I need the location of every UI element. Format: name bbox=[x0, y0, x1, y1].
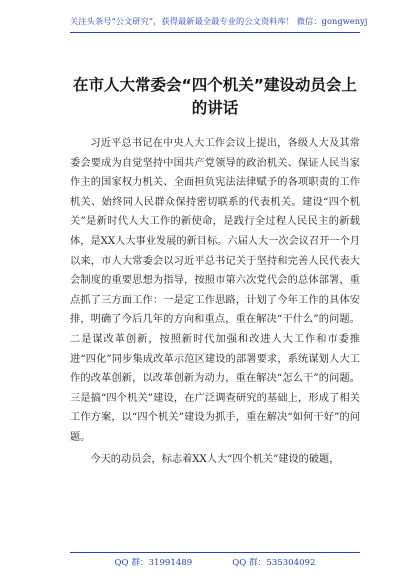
document-body bbox=[70, 134, 360, 471]
footer-qq-group-1: QQ 群：31991489 bbox=[114, 558, 193, 568]
paragraph-1: 习近平总书记在中央人大工作会议上提出，各级人大及其常委会要成为自觉坚持中国共产党领导的政治机关、保证人民当家作主的国家权力机关、全面担负宪法法律赋予的各项职责的工作机关、始终同人民群众保持密切联系的代表机关。建设“四个机关”是新时代人大工作的新使命，是践行全过程人民民主的新载体，是XX人大事业发展的新目标。六届人大一次会议召开一个月以来，市人大常委会以习近平总书记关于坚持和完善人民代表大会制度的重要思想为指导，按照市第六次党代会的总体部署，重点抓了三方面工作：一是定工作思路，计划了今年工作的具体安排，明确了今后几年的方向和重点，重在解决“干什么”的问题。二是谋改革创新，按照新时代加强和改进人大工作和市委推进“四化”同步集成改革示范区建设的部署要求，系统谋划人大工作的改革创新，以改革创新为动力，重在解决“怎么干”的问题。三是搞“四个机关”建设，在广泛调查研究的基础上，形成了相关工作方案，以“四个机关”建设为抓手，重在解决“如何干好”的问题。 bbox=[70, 138, 360, 443]
document-title: 在市人大常委会“四个机关”建设动员会上的讲话 bbox=[73, 76, 357, 117]
paragraph-2: 今天的动员会，标志着XX人大“四个机关”建设的破题， bbox=[90, 453, 340, 465]
header-banner: 关注头条号“公文研究”，获得最新最全最专业的公文资料库！ 微信：gongwenyj bbox=[70, 16, 368, 26]
footer-qq-group-2: QQ 群：535304092 bbox=[232, 558, 316, 568]
footer bbox=[70, 557, 360, 569]
footer-divider bbox=[70, 552, 360, 553]
header-divider bbox=[70, 32, 360, 33]
